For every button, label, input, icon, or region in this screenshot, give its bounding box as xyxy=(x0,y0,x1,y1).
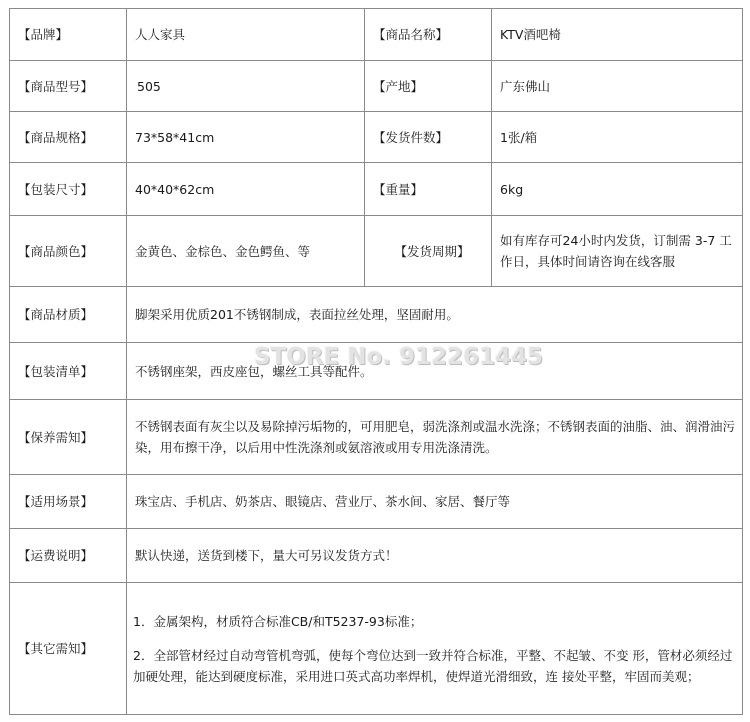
ship-qty-value: 1张/箱 xyxy=(492,112,743,163)
row-other xyxy=(10,583,743,715)
other-notes-value xyxy=(127,583,743,715)
row-shipping xyxy=(10,529,743,583)
shipping-value: 默认快递，送货到楼下，量大可另议发货方式！ xyxy=(127,529,743,583)
row-packing-list xyxy=(10,343,743,400)
weight-label: 【重量】 xyxy=(365,163,492,216)
origin-label: 【产地】 xyxy=(365,61,492,112)
ship-cycle-label: 【发货周期】 xyxy=(365,216,492,287)
other-notes-label: 【其它需知】 xyxy=(10,583,127,715)
row-scene xyxy=(10,475,743,529)
store-watermark: STORE No. 912261445 xyxy=(254,344,544,370)
scene-value: 珠宝店、手机店、奶茶店、眼镜店、营业厅、茶水间、家居、餐厅等 xyxy=(127,475,743,529)
color-value: 金黄色、金棕色、金色鳄鱼、等 xyxy=(127,216,365,287)
packing-list-value: 不锈钢座架，西皮座包，螺丝工具等配件。 xyxy=(127,343,743,400)
model-label: 【商品型号】 xyxy=(10,61,127,112)
ship-cycle-value: 如有库存可24小时内发货，订制需 3-7 工作日，具体时间请咨询在线客服 xyxy=(492,216,743,287)
weight-value: 6kg xyxy=(492,163,743,216)
product-name-value: KTV酒吧椅 xyxy=(492,9,743,61)
other-note-2: 2．全部管材经过自动弯管机弯弧，使每个弯位达到一致并符合标准，平整、不起皱、不变 形，管材必须经过加硬处理，能达到硬度标准，采用进口英式高功率焊机，使焊道光滑细致，连 接处平整，牢固而美观； xyxy=(133,647,733,684)
model-value: 505 xyxy=(127,61,365,112)
brand-value: 人人家具 xyxy=(127,9,365,61)
origin-value: 广东佛山 xyxy=(492,61,743,112)
package-size-value: 40*40*62cm xyxy=(127,163,365,216)
other-note-1: 1．金属架构，材质符合标准CB/和T5237-93标准； xyxy=(133,613,423,629)
row-care xyxy=(10,400,743,475)
color-label: 【商品颜色】 xyxy=(10,216,127,287)
row-size xyxy=(10,112,743,163)
size-label: 【商品规格】 xyxy=(10,112,127,163)
size-value: 73*58*41cm xyxy=(127,112,365,163)
scene-label: 【适用场景】 xyxy=(10,475,127,529)
care-label: 【保养需知】 xyxy=(10,400,127,475)
material-label: 【商品材质】 xyxy=(10,287,127,343)
ship-qty-label: 【发货件数】 xyxy=(365,112,492,163)
spec-table xyxy=(9,8,743,715)
brand-label: 【品牌】 xyxy=(10,9,127,61)
care-value: 不锈钢表面有灰尘以及易除掉污垢物的，可用肥皂，弱洗涤剂或温水洗涤；不锈钢表面的油脂、油、润滑油污染，用布擦干净，以后用中性洗涤剂或氨溶液或用专用洗涤清洗。 xyxy=(127,400,743,475)
shipping-label: 【运费说明】 xyxy=(10,529,127,583)
packing-list-label: 【包装清单】 xyxy=(10,343,127,400)
product-spec-sheet xyxy=(9,8,742,714)
row-brand xyxy=(10,9,743,61)
row-material xyxy=(10,287,743,343)
package-size-label: 【包装尺寸】 xyxy=(10,163,127,216)
material-value: 脚架采用优质201不锈钢制成，表面拉丝处理，坚固耐用。 xyxy=(127,287,743,343)
row-package xyxy=(10,163,743,216)
row-color xyxy=(10,216,743,287)
product-name-label: 【商品名称】 xyxy=(365,9,492,61)
row-model xyxy=(10,61,743,112)
